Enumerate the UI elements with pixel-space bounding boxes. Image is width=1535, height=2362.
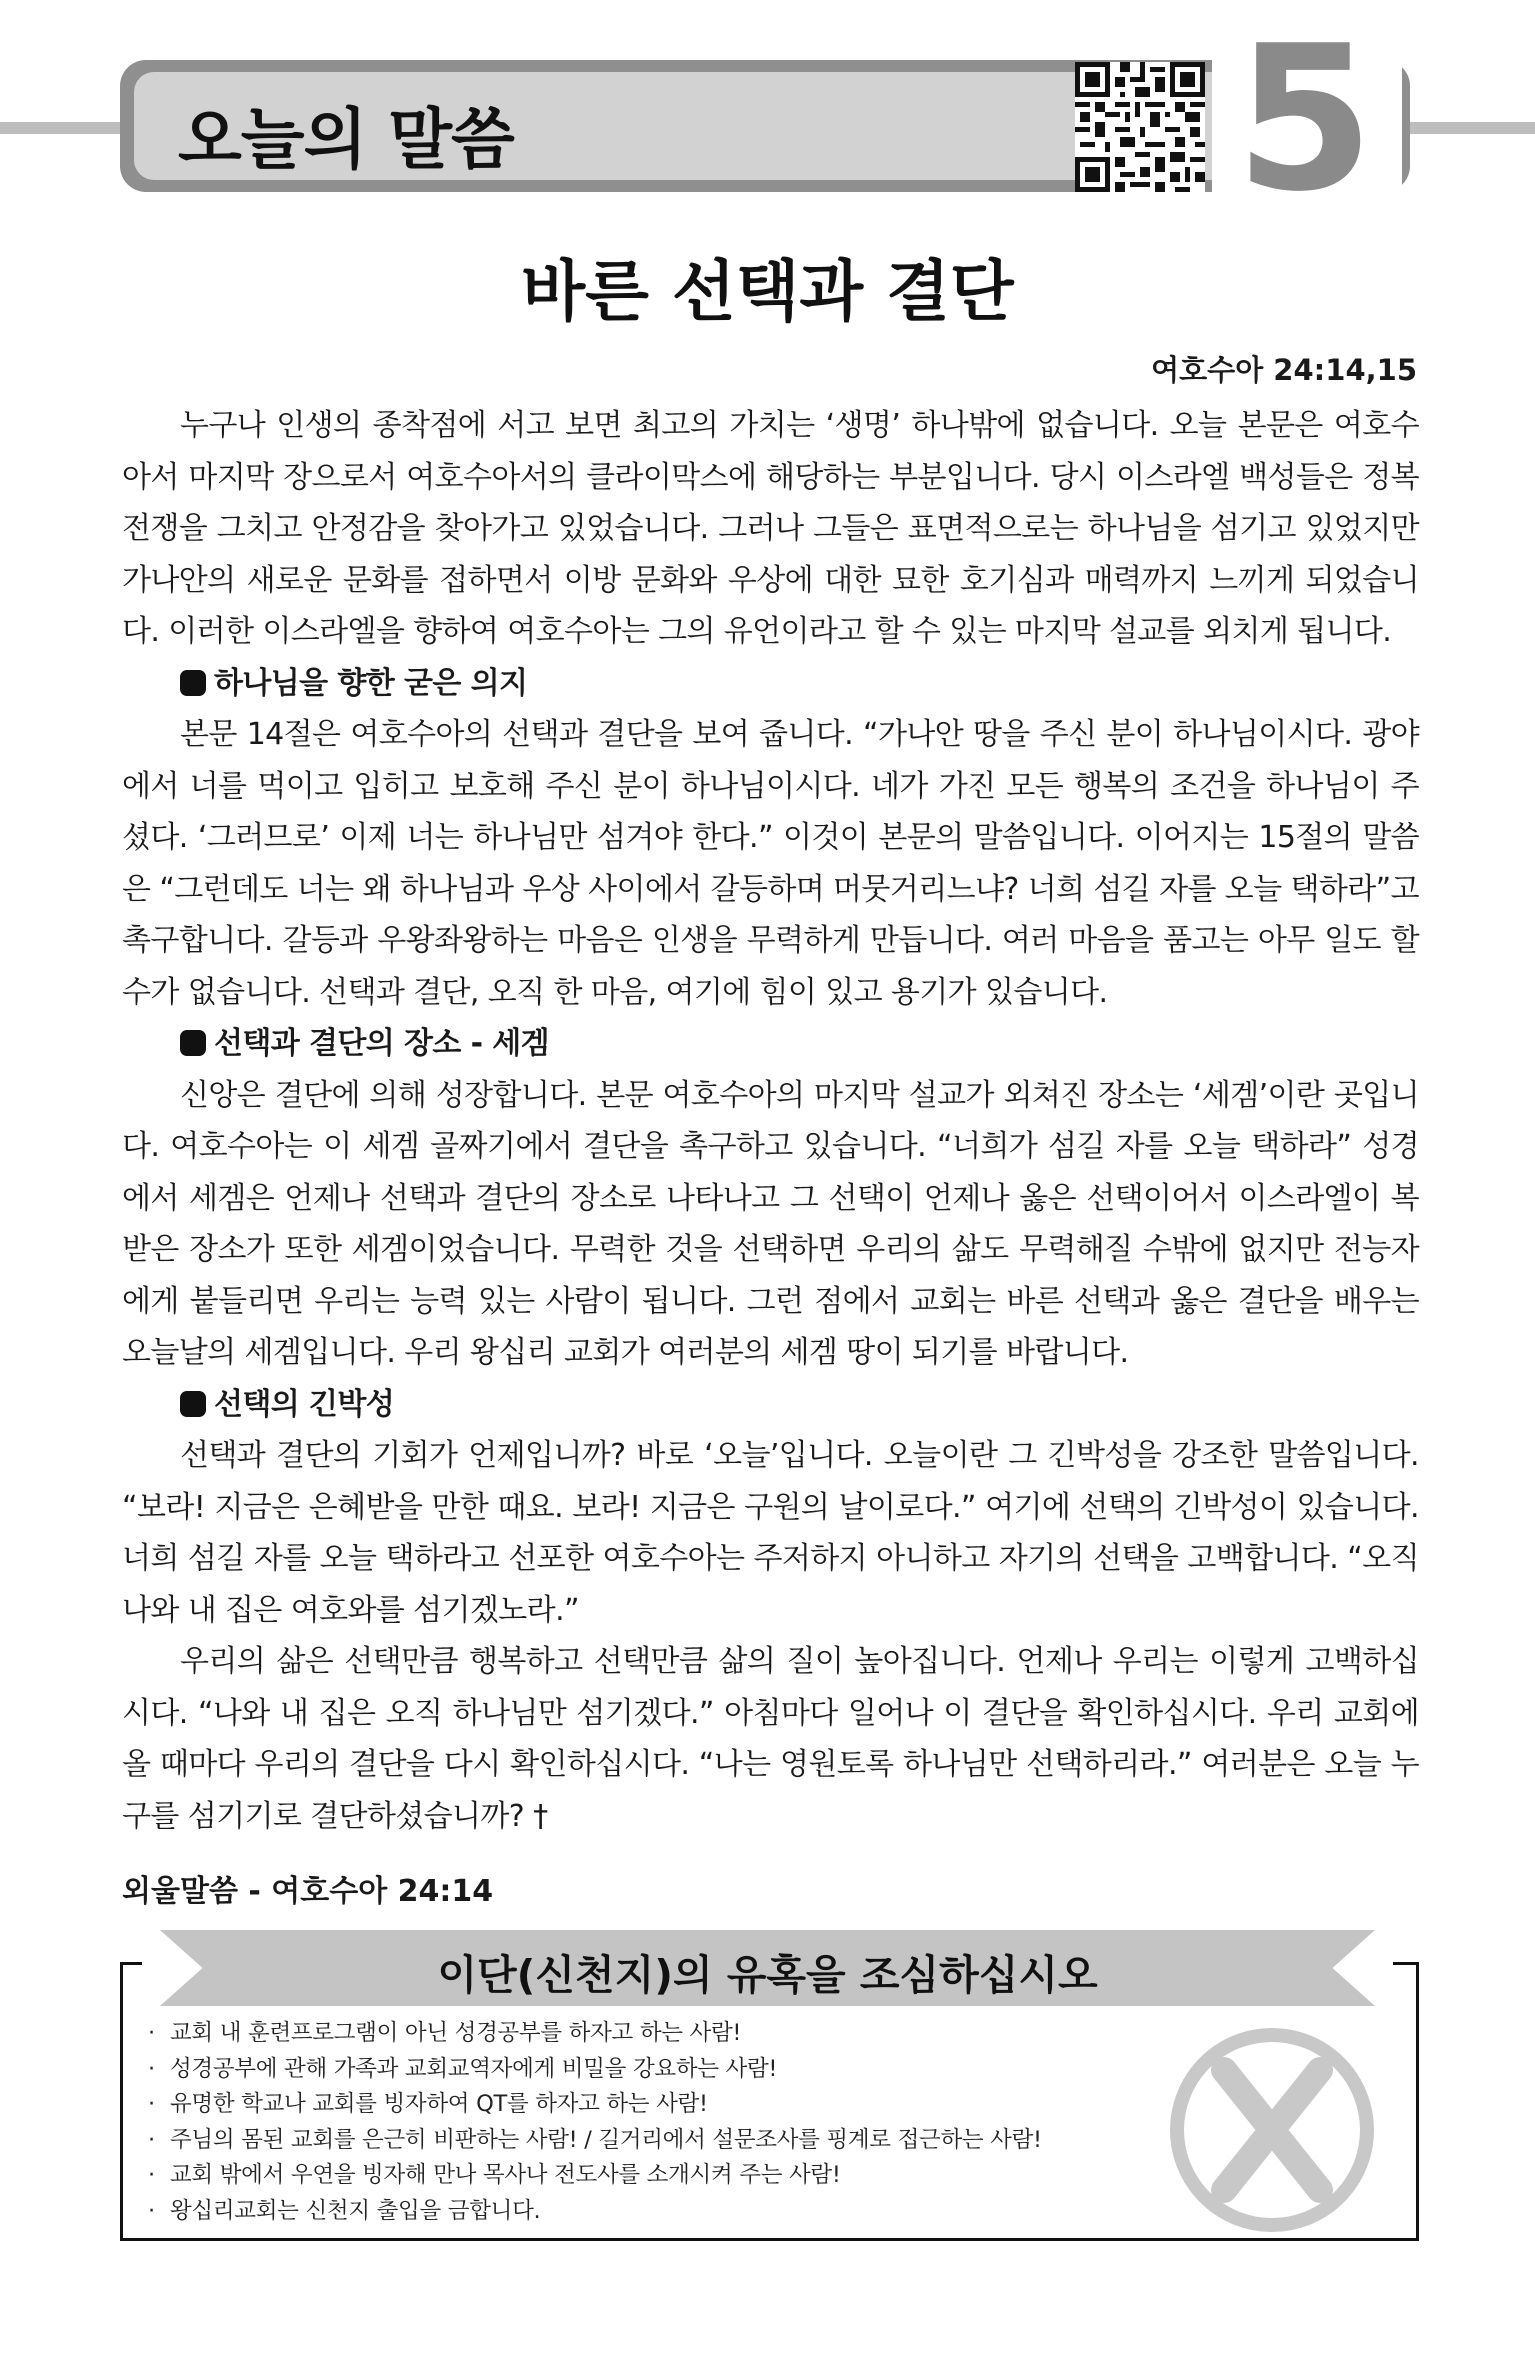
subheading [122,1018,1419,1070]
subheading-text: 선택의 긴박성 [214,1386,395,1422]
prohibited-x-icon [1162,2020,1382,2240]
list-item: · 교회 내 훈련프로그램이 아닌 성경공부를 하자고 하는 사람! [148,2016,1042,2052]
warning-box-corner [120,1962,142,1965]
warning-title: 이단(신천지)의 유혹을 조심하십시오 [437,1951,1098,1999]
paragraph: 선택과 결단의 기회가 언제입니까? 바로 ‘오늘’입니다. 오늘이란 그 긴박성을 강조한 말씀입니다. “보라! 지금은 은혜받을 만한 때요. 보라! 지금은 구원의 날이로다.” 여기에 선택의 긴박성이 있습니다. 너희 섬길 자를 오늘 택하라고 선포한 여호수아는 주저하지 아니하고 자기의 선택을 고백합니다. “오직 나와 내 집은 여호와를 섬기겠노라.” [122,1438,1419,1628]
memory-verse: 외울말씀 - 여호수아 24:14 [122,1874,494,1909]
subheading [122,1379,1419,1431]
sermon-body [122,400,1419,1842]
subheading-text: 하나님을 향한 굳은 의지 [214,665,528,701]
list-item: · 성경공부에 관해 가족과 교회교역자에게 비밀을 강요하는 사람! [148,2052,1042,2088]
paragraph: 누구나 인생의 종착점에 서고 보면 최고의 가치는 ‘생명’ 하나밖에 없습니다. 오늘 본문은 여호수아서 마지막 장으로서 여호수아서의 클라이막스에 해당하는 부분입니다. 당시 이스라엘 백성들은 정복 전쟁을 그치고 안정감을 찾아가고 있었습니다. 그러나 그들은 표면적으로는 하나님을 섬기고 있었지만 가나안의 새로운 문화를 접하면서 이방 문화와 우상에 대한 묘한 호기심과 매력까지 느끼게 되었습니다. 이러한 이스라엘을 향하여 여호수아는 그의 유언이라고 할 수 있는 마지막 설교를 외치게 됩니다. [122,408,1419,649]
subheading-text: 선택과 결단의 장소 - 세겜 [214,1026,550,1061]
paragraph: 본문 14절은 여호수아의 선택과 결단을 보여 줍니다. “가나안 땅을 주신 분이 하나님이시다. 광야에서 너를 먹이고 입히고 보호해 주신 분이 하나님이시다. 네가 가진 모든 행복의 조건을 하나님이 주셨다. ‘그러므로’ 이제 너는 하나님만 섬겨야 한다.” 이것이 본문의 말씀입니다. 이어지는 15절의 말씀은 “그런데도 너는 왜 하나님과 우상 사이에서 갈등하며 머뭇거리느냐? 너희 섬길 자를 오늘 택하라”고 촉구합니다. 갈등과 우왕좌왕하는 마음은 인생을 무력하게 만듭니다. 여러 마음을 품고는 아무 일도 할 수가 없습니다. 선택과 결단, 오직 한 마음, 여기에 힘이 있고 용기가 있습니다. [122,717,1419,1010]
section-title: 오늘의 말씀 [178,101,514,178]
list-item: · 왕십리교회는 신천지 출입을 금합니다. [148,2194,1042,2230]
subheading [122,658,1419,710]
warning-list [148,2016,1042,2229]
square-bullet-icon [180,1030,206,1056]
issue-number: 5 [1235,3,1375,236]
square-bullet-icon [180,1391,206,1417]
warning-box-corner [1393,1962,1416,1965]
paragraph: 우리의 삶은 선택만큼 행복하고 선택만큼 삶의 질이 높아집니다. 언제나 우리는 이렇게 고백하십시다. “나와 내 집은 오직 하나님만 섬기겠다.” 아침마다 일어나 이 결단을 확인하십시다. 우리 교회에 올 때마다 우리의 결단을 다시 확인하십시다. “나는 영원토록 하나님만 선택하리라.” 여러분은 오늘 누구를 섬기기로 결단하셨습니까? † [122,1644,1419,1834]
list-item: · 유명한 학교나 교회를 빙자하여 QT를 하자고 하는 사람! [148,2087,1042,2123]
list-item: · 교회 밖에서 우연을 빙자해 만나 목사나 전도사를 소개시켜 주는 사람! [148,2158,1042,2194]
square-bullet-icon [180,670,206,696]
list-item: · 주님의 몸된 교회를 은근히 비판하는 사람! / 길거리에서 설문조사를 핑계로 접근하는 사람! [148,2123,1042,2159]
sermon-title: 바른 선택과 결단 [521,253,1014,330]
scripture-reference: 여호수아 24:14,15 [1151,353,1417,387]
paragraph: 신앙은 결단에 의해 성장합니다. 본문 여호수아의 마지막 설교가 외쳐진 장소는 ‘세겜’이란 곳입니다. 여호수아는 이 세겜 골짜기에서 결단을 촉구하고 있습니다. “너희가 섬길 자를 오늘 택하라” 성경에서 세겜은 언제나 선택과 결단의 장소로 나타나고 그 선택이 언제나 옳은 선택이어서 이스라엘이 복 받은 장소가 또한 세겜이었습니다. 무력한 것을 선택하면 우리의 삶도 무력해질 수밖에 없지만 전능자에게 붙들리면 우리는 능력 있는 사람이 됩니다. 그런 점에서 교회는 바른 선택과 옳은 결단을 배우는 오늘날의 세겜입니다. 우리 왕십리 교회가 여러분의 세겜 땅이 되기를 바랍니다. [122,1077,1419,1370]
qr-code[interactable] [1075,62,1205,192]
